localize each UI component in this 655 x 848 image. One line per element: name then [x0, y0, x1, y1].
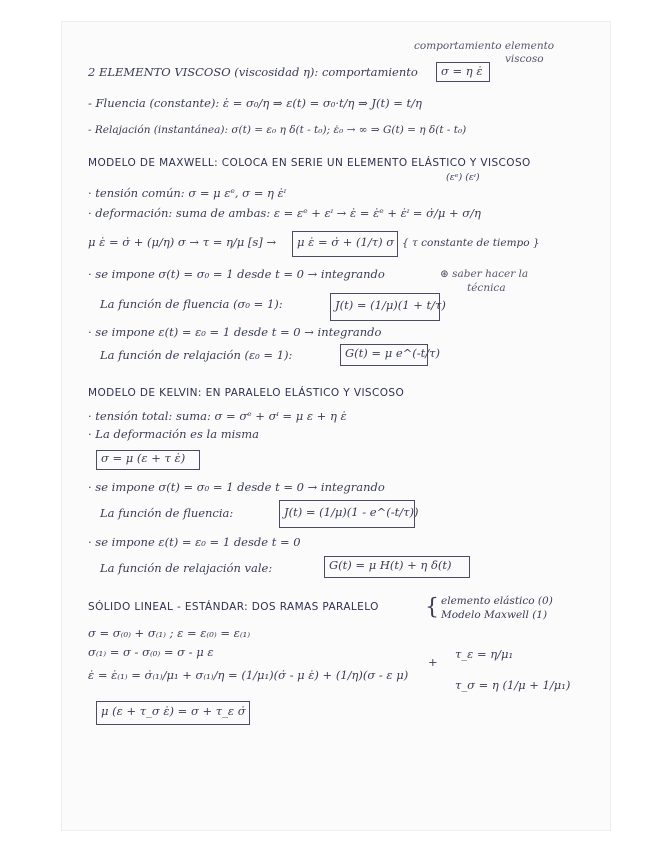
maxwell-deformacion: · deformación: suma de ambas: ε = εᵉ + εᶦ → ε̇ = ε̇ᵉ + ε̇ᶦ = σ̇/μ + σ/η: [88, 206, 481, 220]
kelvin-fluencia-label: La función de fluencia:: [100, 506, 234, 520]
header-note-line1: comportamiento elemento: [414, 40, 555, 52]
section2-relajacion: - Relajación (instantánea): σ(t) = ε₀ η δ(t - t₀); ε̇₀ → ∞ ⇒ G(t) = η δ(t - t₀): [88, 124, 467, 136]
solido-title: SÓLIDO LINEAL - ESTÁNDAR: DOS RAMAS PARALELO: [88, 601, 379, 613]
kelvin-deformacion: · La deformación es la misma: [88, 427, 259, 441]
kelvin-relajacion-eq: G(t) = μ H(t) + η δ(t): [329, 558, 452, 572]
maxwell-relajacion-eq: G(t) = μ e^(-t/τ): [345, 346, 441, 360]
maxwell-relajacion-label: La función de relajación (ε₀ = 1):: [100, 348, 293, 362]
section2-fluencia: - Fluencia (constante): ε̇ = σ₀/η ⇒ ε(t) = σ₀·t/η ⇒ J(t) = t/η: [88, 96, 422, 110]
section2-title: 2 ELEMENTO VISCOSO (viscosidad η): comportamiento: [88, 65, 418, 79]
solido-eq: μ (ε + τ_σ ε̇) = σ + τ_ε σ̇: [101, 704, 246, 718]
header-note-line2: viscoso: [505, 53, 544, 65]
solido-plus: +: [428, 655, 438, 669]
saber-note-line1: ⊛ saber hacer la: [440, 268, 529, 280]
maxwell-eq: μ ε̇ = σ̇ + (1/τ) σ: [297, 235, 395, 249]
kelvin-impone-sigma: · se impone σ(t) = σ₀ = 1 desde t = 0 → integrando: [88, 480, 385, 494]
solido-rama-0: elemento elástico (0): [441, 595, 553, 607]
maxwell-fluencia-eq: J(t) = (1/μ)(1 + t/τ): [335, 298, 446, 312]
kelvin-impone-epsilon: · se impone ε(t) = ε₀ = 1 desde t = 0: [88, 535, 301, 549]
maxwell-eq-derivation: μ ε̇ = σ̇ + (μ/η) σ → τ = η/μ [s] →: [88, 235, 277, 249]
maxwell-title: MODELO DE MAXWELL: COLOCA EN SERIE UN ELEMENTO ELÁSTICO Y VISCOSO: [88, 157, 531, 169]
solido-brace: {: [425, 595, 439, 620]
maxwell-impone-sigma: · se impone σ(t) = σ₀ = 1 desde t = 0 → integrando: [88, 267, 385, 281]
maxwell-tension: · tensión común: σ = μ εᵉ, σ = η ε̇ᶦ: [88, 186, 287, 200]
kelvin-fluencia-eq: J(t) = (1/μ)(1 - e^(-t/τ)): [284, 505, 419, 519]
maxwell-subscripts: (εᵉ) (εᶦ): [446, 172, 480, 183]
maxwell-fluencia-label: La función de fluencia (σ₀ = 1):: [100, 297, 283, 311]
solido-l3: ε̇ = ε̇₍₁₎ = σ̇₍₁₎/μ₁ + σ₍₁₎/η = (1/μ₁)(σ̇ - μ ε̇) + (1/η)(σ - ε μ): [88, 668, 409, 682]
maxwell-impone-epsilon: · se impone ε(t) = ε₀ = 1 desde t = 0 → integrando: [88, 325, 382, 339]
viscous-law: σ = η ε̇: [441, 64, 483, 78]
solido-tau-s: τ_σ = η (1/μ + 1/μ₁): [455, 678, 571, 692]
kelvin-title: MODELO DE KELVIN: EN PARALELO ELÁSTICO Y VISCOSO: [88, 387, 405, 399]
saber-note-line2: técnica: [467, 282, 506, 294]
solido-l2: σ₍₁₎ = σ - σ₍₀₎ = σ - μ ε: [88, 645, 214, 659]
kelvin-eq: σ = μ (ε + τ ε̇): [101, 451, 186, 465]
kelvin-tension: · tensión total: suma: σ = σᵉ + σᶦ = μ ε + η ε̇: [88, 409, 347, 423]
solido-tau-e: τ_ε = η/μ₁: [455, 647, 514, 661]
solido-l1: σ = σ₍₀₎ + σ₍₁₎ ; ε = ε₍₀₎ = ε₍₁₎: [88, 626, 251, 640]
kelvin-relajacion-label: La función de relajación vale:: [100, 561, 273, 575]
solido-rama-1: Modelo Maxwell (1): [441, 609, 548, 621]
maxwell-tau-note: { τ constante de tiempo }: [402, 237, 540, 249]
